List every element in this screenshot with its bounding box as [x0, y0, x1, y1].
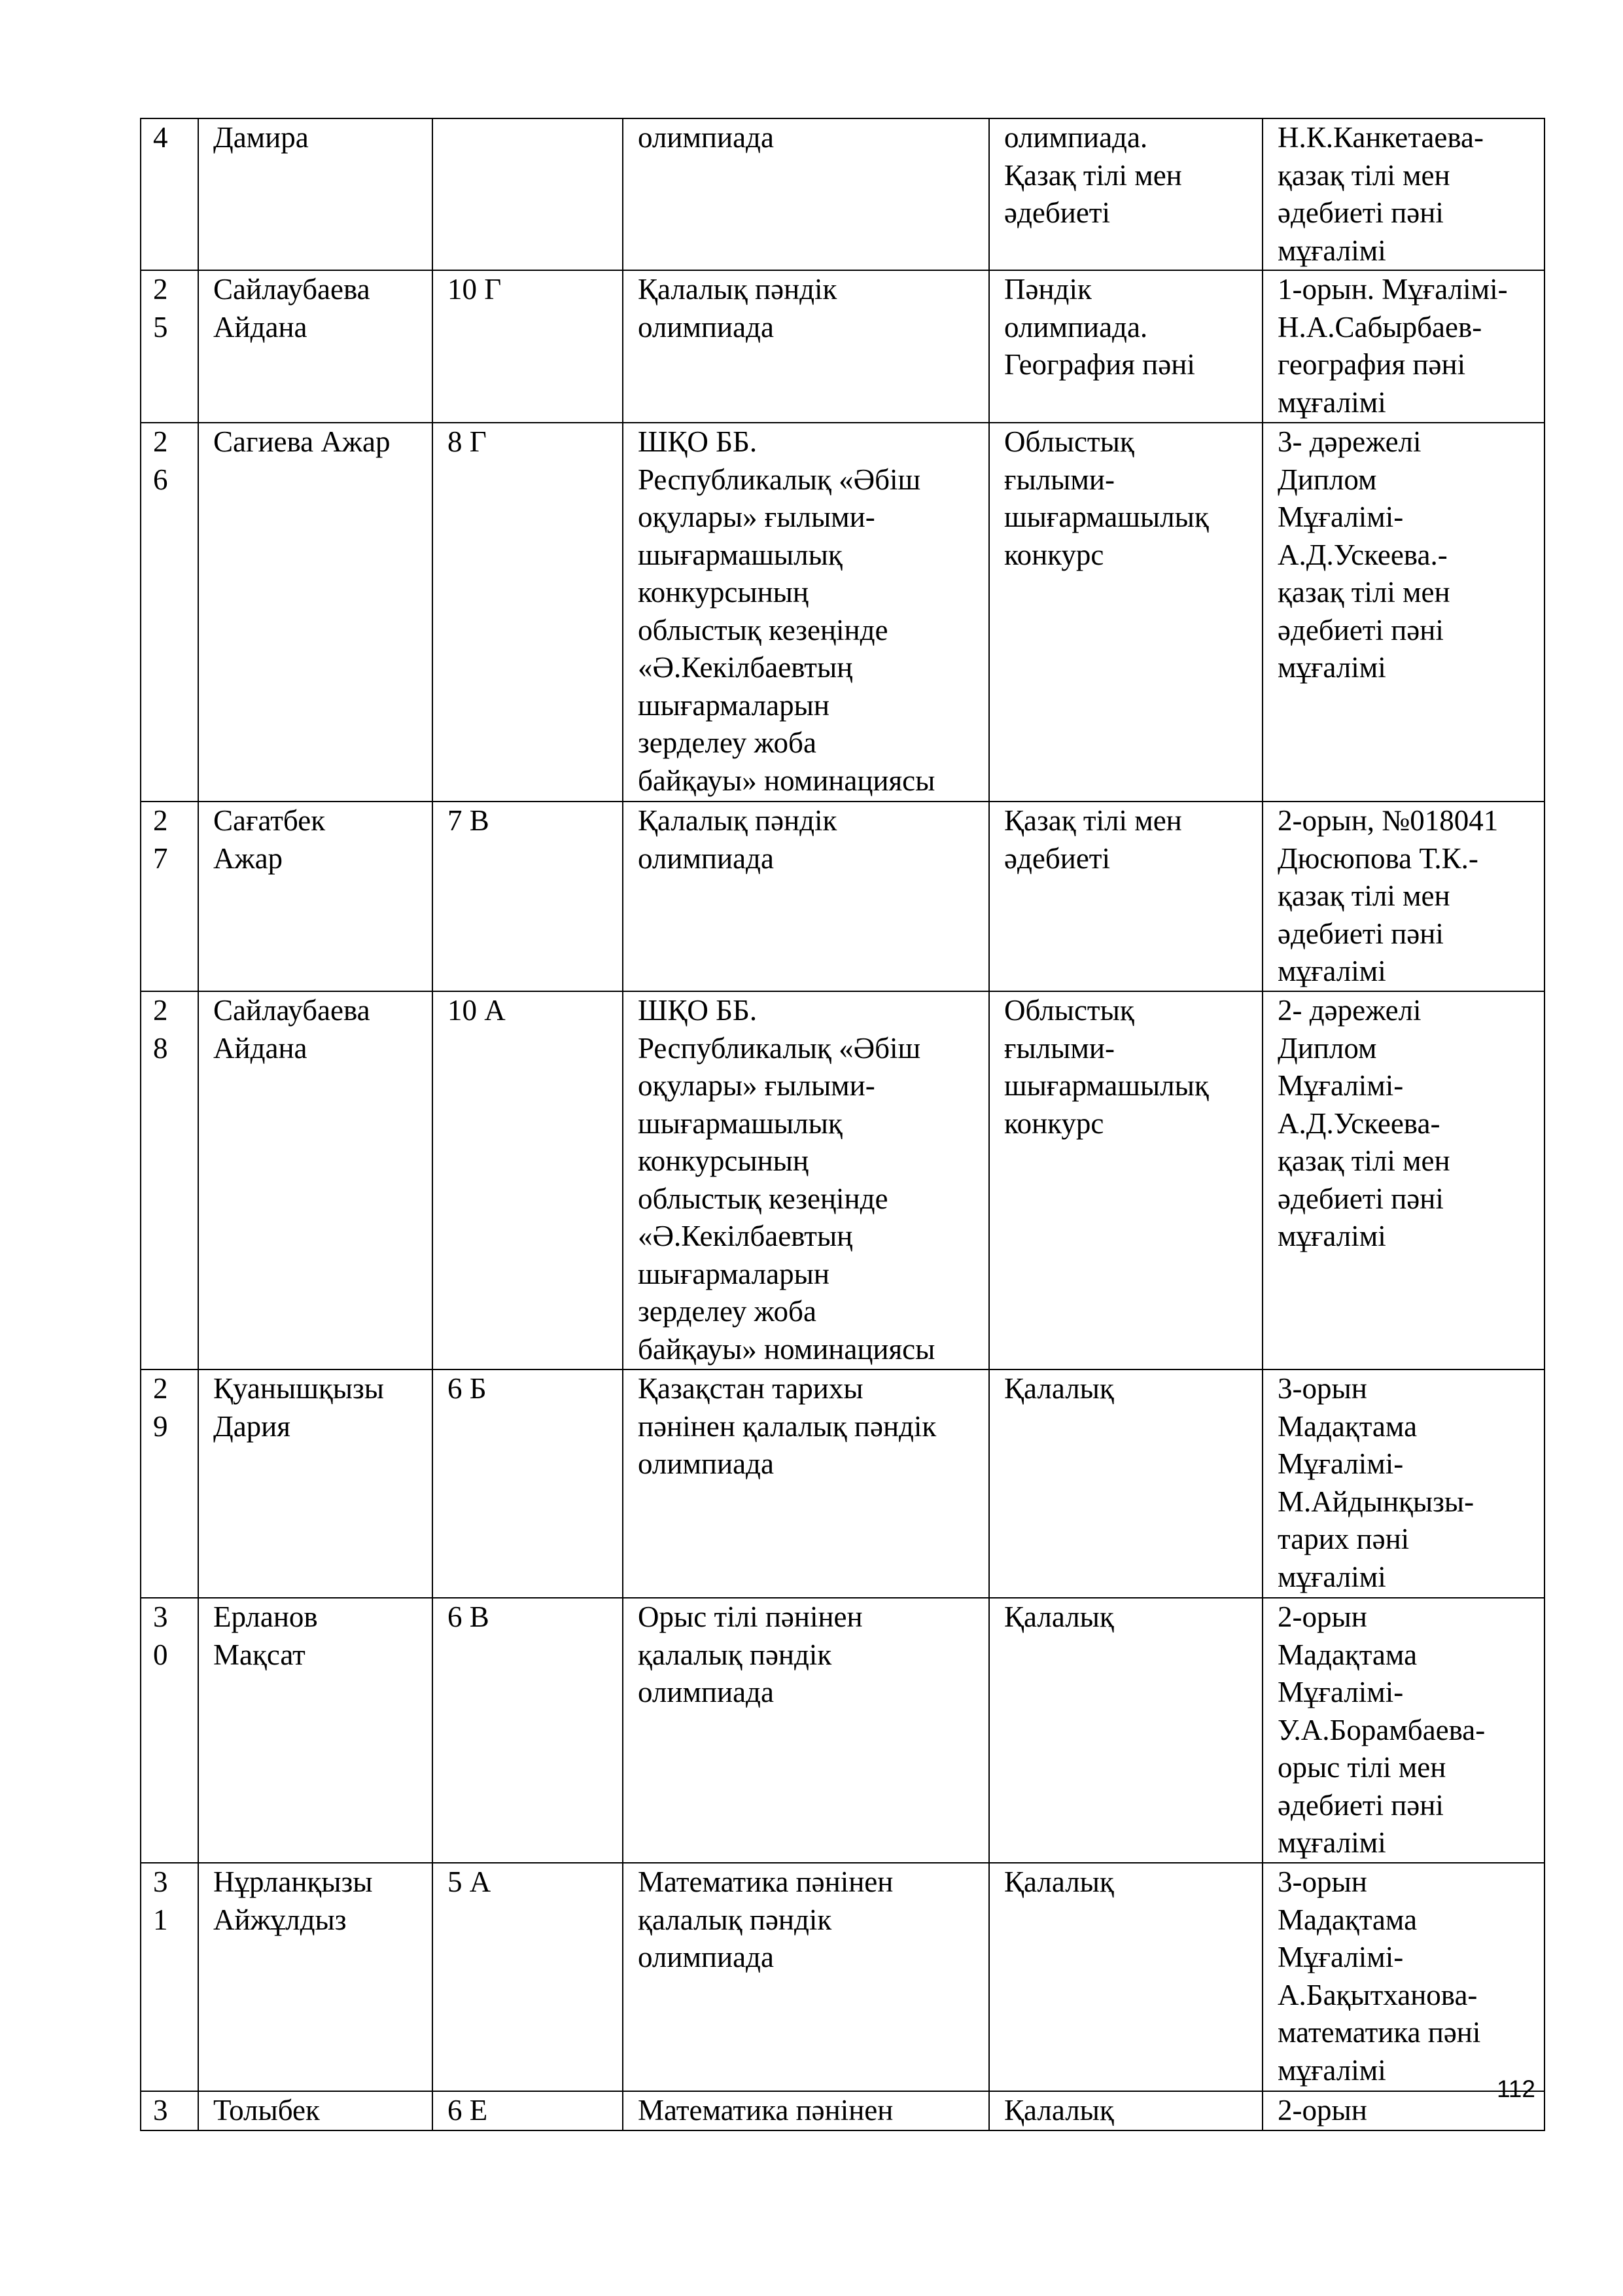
cell-text-line: оқулары» ғылыми- [638, 1069, 875, 1102]
table-row [141, 118, 1544, 270]
cell-text-line: конкурсының [638, 1144, 809, 1177]
cell-text-line: 3 [153, 2094, 168, 2127]
cell-text-line: М.Айдынқызы- [1278, 1485, 1475, 1518]
cell-text-line: Қалалық пәндік [638, 804, 837, 837]
cell-text-line: 6 [153, 463, 168, 496]
cell-text-line: зерделеу жоба [638, 726, 816, 759]
table-row [141, 991, 1544, 1369]
cell-text-line: Н.А.Сабырбаев- [1278, 310, 1482, 344]
cell-text-line: шығармашылық [1004, 1069, 1209, 1102]
class-cell [432, 118, 623, 270]
cell-text-line: 1-орын. Мұғалімі- [1278, 273, 1508, 306]
cell-text-line: «Ә.Кекілбаевтың [638, 651, 853, 684]
cell-text-line: Сайлаубаева [213, 994, 370, 1027]
cell-text-line: география пәні [1278, 348, 1466, 381]
level-cell [989, 1369, 1263, 1598]
student-name-cell [198, 270, 432, 423]
results-table-body [141, 118, 1544, 2130]
level-cell [989, 270, 1263, 423]
row-number-cell [141, 1598, 198, 1863]
student-name-cell [198, 423, 432, 802]
cell-text-line: 5 А [447, 1865, 491, 1898]
cell-text-line: қазақ тілі мен [1278, 1144, 1450, 1177]
cell-text-line: әдебиеті пәні [1278, 1182, 1444, 1215]
cell-text-line: Ажар [213, 841, 283, 875]
cell-text-line: 8 [153, 1031, 168, 1065]
cell-text-line: Мұғалімі- [1278, 1069, 1404, 1102]
cell-text-line: әдебиеті пәні [1278, 613, 1444, 646]
row-number-cell [141, 118, 198, 270]
row-number-cell [141, 991, 198, 1369]
cell-text-line: У.А.Борамбаева- [1278, 1713, 1486, 1746]
class-cell [432, 802, 623, 991]
cell-text-line: Дария [213, 1409, 290, 1443]
result-cell [1263, 270, 1544, 423]
cell-text-line: шығармашылық [638, 1106, 843, 1140]
cell-text-line: Қалалық [1004, 2094, 1114, 2127]
cell-text-line: Айдана [213, 1031, 307, 1065]
cell-text-line: мұғалімі [1278, 1560, 1386, 1593]
cell-text-line: 2 [153, 273, 168, 306]
cell-text-line: орыс тілі мен [1278, 1751, 1446, 1784]
result-cell [1263, 802, 1544, 991]
cell-text-line: қалалық пәндік [638, 1903, 832, 1936]
cell-text-line: олимпиада [638, 1447, 774, 1480]
class-cell [432, 1369, 623, 1598]
cell-text-line: 2 [153, 804, 168, 837]
cell-text-line: олимпиада [638, 121, 774, 154]
level-cell [989, 991, 1263, 1369]
cell-text-line: олимпиада. [1004, 310, 1148, 344]
cell-text-line: қазақ тілі мен [1278, 879, 1450, 912]
cell-text-line: Мадақтама [1278, 1903, 1418, 1936]
page-number: 112 [1497, 2075, 1535, 2102]
cell-text-line: байқауы» номинациясы [638, 1332, 935, 1366]
cell-text-line: Нұрланқызы [213, 1865, 373, 1898]
cell-text-line: Қазақ тілі мен [1004, 158, 1182, 192]
student-name-cell [198, 118, 432, 270]
cell-text-line: Дюсюпова Т.К.- [1278, 841, 1478, 875]
table-row [141, 2091, 1544, 2130]
event-cell [623, 2091, 989, 2130]
cell-text-line: 3 [153, 1865, 168, 1898]
student-name-cell [198, 802, 432, 991]
results-table [140, 118, 1545, 2131]
cell-text-line: Математика пәнінен [638, 2094, 894, 2127]
cell-text-line: қазақ тілі мен [1278, 158, 1450, 192]
cell-text-line: олимпиада. [1004, 121, 1148, 154]
cell-text-line: Диплом [1278, 463, 1377, 496]
cell-text-line: оқулары» ғылыми- [638, 501, 875, 533]
event-cell [623, 802, 989, 991]
cell-text-line: Мұғалімі- [1278, 1447, 1404, 1480]
class-cell [432, 1598, 623, 1863]
student-name-cell [198, 2091, 432, 2130]
cell-text-line: олимпиада [638, 1676, 774, 1708]
cell-text-line: 5 [153, 310, 168, 344]
cell-text-line: шығармаларын [638, 1257, 829, 1290]
cell-text-line: Орыс тілі пәнінен [638, 1600, 863, 1633]
cell-text-line: 3- дәрежелі [1278, 425, 1422, 458]
cell-text-line: Мадақтама [1278, 1638, 1418, 1671]
level-cell [989, 423, 1263, 802]
cell-text-line: әдебиеті пәні [1278, 917, 1444, 950]
cell-text-line: ШҚО ББ. [638, 994, 758, 1027]
table-row [141, 1863, 1544, 2091]
cell-text-line: облыстық кезеңінде [638, 1182, 888, 1215]
cell-text-line: 1 [153, 1903, 168, 1936]
cell-text-line: қазақ тілі мен [1278, 576, 1450, 609]
cell-text-line: А.Бақытханова- [1278, 1978, 1478, 2011]
row-number-cell [141, 1369, 198, 1598]
cell-text-line: 3-орын [1278, 1372, 1367, 1405]
cell-text-line: байқауы» номинациясы [638, 764, 935, 797]
cell-text-line: ғылыми- [1004, 463, 1115, 496]
cell-text-line: География пәні [1004, 348, 1195, 381]
cell-text-line: 7 [153, 841, 168, 875]
student-name-cell [198, 1598, 432, 1863]
cell-text-line: 9 [153, 1409, 168, 1443]
cell-text-line: ШҚО ББ. [638, 425, 758, 458]
cell-text-line: Сагиева Ажар [213, 425, 391, 458]
cell-text-line: мұғалімі [1278, 385, 1386, 419]
cell-text-line: Сағатбек [213, 804, 326, 837]
cell-text-line: 2 [153, 994, 168, 1027]
cell-text-line: математика пәні [1278, 2016, 1481, 2049]
event-cell [623, 1598, 989, 1863]
cell-text-line: Облыстық [1004, 994, 1134, 1027]
cell-text-line: «Ә.Кекілбаевтың [638, 1220, 853, 1252]
level-cell [989, 802, 1263, 991]
cell-text-line: шығармашылық [1004, 501, 1209, 533]
cell-text-line: облыстық кезеңінде [638, 613, 888, 646]
event-cell [623, 1863, 989, 2091]
event-cell [623, 423, 989, 802]
cell-text-line: Математика пәнінен [638, 1865, 894, 1898]
cell-text-line: 2-орын, №018041 [1278, 804, 1499, 837]
table-row [141, 1369, 1544, 1598]
class-cell [432, 991, 623, 1369]
result-cell [1263, 1369, 1544, 1598]
cell-text-line: Н.К.Канкетаева- [1278, 121, 1484, 154]
class-cell [432, 423, 623, 802]
event-cell [623, 270, 989, 423]
cell-text-line: олимпиада [638, 1941, 774, 1973]
result-cell [1263, 423, 1544, 802]
cell-text-line: Қалалық пәндік [638, 273, 837, 306]
cell-text-line: олимпиада [638, 310, 774, 344]
event-cell [623, 991, 989, 1369]
cell-text-line: олимпиада [638, 841, 774, 875]
cell-text-line: мұғалімі [1278, 2053, 1386, 2087]
level-cell [989, 118, 1263, 270]
cell-text-line: 3 [153, 1600, 168, 1633]
cell-text-line: әдебиеті [1004, 196, 1110, 229]
cell-text-line: Мұғалімі- [1278, 501, 1404, 533]
student-name-cell [198, 991, 432, 1369]
level-cell [989, 2091, 1263, 2130]
cell-text-line: Республикалық «Әбіш [638, 1031, 921, 1065]
row-number-cell [141, 1863, 198, 2091]
cell-text-line: Қазақ тілі мен [1004, 804, 1182, 837]
cell-text-line: 7 В [447, 804, 489, 837]
table-row [141, 270, 1544, 423]
cell-text-line: Айдана [213, 310, 307, 344]
student-name-cell [198, 1369, 432, 1598]
cell-text-line: 10 А [447, 994, 506, 1027]
cell-text-line: 2- дәрежелі [1278, 994, 1422, 1027]
event-cell [623, 1369, 989, 1598]
cell-text-line: А.Д.Ускеева.- [1278, 538, 1448, 571]
student-name-cell [198, 1863, 432, 2091]
cell-text-line: Ерланов [213, 1600, 318, 1633]
cell-text-line: Диплом [1278, 1031, 1377, 1065]
result-cell [1263, 1598, 1544, 1863]
cell-text-line: тарих пәні [1278, 1523, 1410, 1555]
cell-text-line: Республикалық «Әбіш [638, 463, 921, 496]
cell-text-line: 2 [153, 425, 168, 458]
result-cell [1263, 991, 1544, 1369]
cell-text-line: Қуанышқызы [213, 1372, 384, 1405]
cell-text-line: қалалық пәндік [638, 1638, 832, 1671]
cell-text-line: Толыбек [213, 2094, 320, 2127]
row-number-cell [141, 423, 198, 802]
cell-text-line: мұғалімі [1278, 1826, 1386, 1859]
cell-text-line: шығармашылық [638, 538, 843, 571]
table-row [141, 802, 1544, 991]
cell-text-line: конкурсының [638, 576, 809, 609]
cell-text-line: пәнінен қалалық пәндік [638, 1409, 937, 1443]
cell-text-line: Қалалық [1004, 1865, 1114, 1898]
cell-text-line: конкурс [1004, 538, 1104, 571]
cell-text-line: Мақсат [213, 1638, 305, 1671]
cell-text-line: 8 Г [447, 425, 487, 458]
row-number-cell [141, 2091, 198, 2130]
cell-text-line: Мадақтама [1278, 1409, 1418, 1443]
class-cell [432, 2091, 623, 2130]
class-cell [432, 270, 623, 423]
cell-text-line: 6 В [447, 1600, 489, 1633]
cell-text-line: әдебиеті пәні [1278, 1788, 1444, 1822]
cell-text-line: мұғалімі [1278, 234, 1386, 267]
cell-text-line: Мұғалімі- [1278, 1941, 1404, 1973]
cell-text-line: 6 Е [447, 2094, 488, 2127]
cell-text-line: Сайлаубаева [213, 273, 370, 306]
cell-text-line: зерделеу жоба [638, 1295, 816, 1328]
cell-text-line: Облыстық [1004, 425, 1134, 458]
cell-text-line: 0 [153, 1638, 168, 1671]
cell-text-line: мұғалімі [1278, 1220, 1386, 1252]
cell-text-line: 10 Г [447, 273, 502, 306]
table-row [141, 423, 1544, 802]
cell-text-line: 2 [153, 1372, 168, 1405]
cell-text-line: Қалалық [1004, 1372, 1114, 1405]
cell-text-line: әдебиеті [1004, 841, 1110, 875]
cell-text-line: Қазақстан тарихы [638, 1372, 864, 1405]
level-cell [989, 1598, 1263, 1863]
cell-text-line: Пәндік [1004, 273, 1092, 306]
table-row [141, 1598, 1544, 1863]
cell-text-line [447, 119, 614, 157]
cell-text-line: 2-орын [1278, 2094, 1367, 2127]
cell-text-line: мұғалімі [1278, 651, 1386, 684]
cell-text-line: мұғалімі [1278, 955, 1386, 987]
result-cell [1263, 118, 1544, 270]
cell-text-line: 4 [153, 121, 168, 154]
cell-text-line: Мұғалімі- [1278, 1676, 1404, 1708]
row-number-cell [141, 802, 198, 991]
cell-text-line: ғылыми- [1004, 1031, 1115, 1065]
cell-text-line: шығармаларын [638, 688, 829, 722]
event-cell [623, 118, 989, 270]
cell-text-line: конкурс [1004, 1106, 1104, 1140]
cell-text-line: әдебиеті пәні [1278, 196, 1444, 229]
cell-text-line: 2-орын [1278, 1600, 1367, 1633]
cell-text-line: Қалалық [1004, 1600, 1114, 1633]
cell-text-line: Дамира [213, 121, 309, 154]
result-cell [1263, 1863, 1544, 2091]
class-cell [432, 1863, 623, 2091]
level-cell [989, 1863, 1263, 2091]
cell-text-line: А.Д.Ускеева- [1278, 1106, 1440, 1140]
cell-text-line: 6 Б [447, 1372, 487, 1405]
cell-text-line: 3-орын [1278, 1865, 1367, 1898]
cell-text-line: Айжұлдыз [213, 1903, 347, 1936]
row-number-cell [141, 270, 198, 423]
